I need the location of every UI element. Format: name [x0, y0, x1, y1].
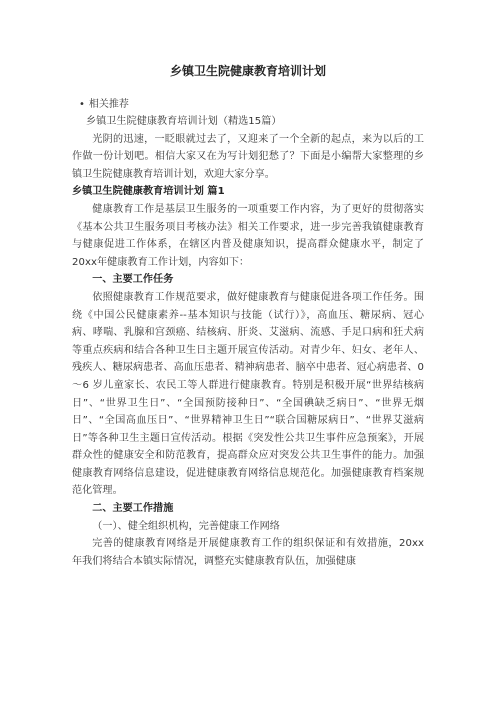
page-title: 乡镇卫生院健康教育培训计划	[169, 64, 326, 78]
heading-main-measures: 二、主要工作措施	[92, 503, 174, 515]
document-body	[72, 113, 424, 570]
paragraph-3: 完善的健康教育网络是开展健康教育工作的组织保证和有效措施，20xx 年我们将结合本镇实际情况，调整充实健康教育队伍，加强健康	[72, 538, 424, 567]
related-label[interactable]: 相关推荐	[88, 99, 129, 110]
subheading-organization: （一）、健全组织机构，完善健康工作网络	[92, 520, 280, 532]
bullet-icon: •	[79, 99, 85, 110]
document-subtitle[interactable]: 乡镇卫生院健康教育培训计划（精选15篇）	[86, 116, 282, 127]
intro-paragraph: 光阴的迅速，一眨眼就过去了，又迎来了一个全新的起点，来为以后的工作做一份计划吧。相信大家又在为写计划犯愁了？下面是小编帮大家整理的乡镇卫生院健康教育培训计划，欢迎大家分享。	[72, 133, 424, 180]
section-title: 乡镇卫生院健康教育培训计划 篇1	[72, 186, 225, 198]
paragraph-2: 依照健康教育工作规范要求，做好健康教育与健康促进各项工作任务。围绕《中国公民健康素养--基本知识与技能（试行）》，高血压、糖尿病、冠心病、哮喘、乳腺和宫颈癌、结核病、肝炎、艾滋病、流感、手足口病和狂犬病等重点疾病和结合各种卫生日主题开展宣传活动。对青少年、妇女、老年人、残疾人、糖尿病患者、高血压患者、精神病患者、脑卒中患者、冠心病患者、0～6 岁儿童家长、农民工等人群进行健康教育。特别是积极开展“世界结核病日”、“世界卫生日”、“全国预防接种日”、“全国碘缺乏病日”、“世界无烟日”、“全国高血压日”、“世界精神卫生日”“联合国糖尿病日”、“世界艾滋病日”等各种卫生主题日宣传活动。根据《突发性公共卫生事件应急预案》，开展群众性的健康安全和防范教育，提高群众应对突发公共卫生事件的能力。加强健康教育网络信息建设，促进健康教育网络信息规范化。加强健康教育档案规范化管理。	[72, 291, 424, 497]
paragraph-1: 健康教育工作是基层卫生服务的一项重要工作内容，为了更好的贯彻落实《基本公共卫生服务项目考核办法》相关工作要求，进一步完善我镇健康教育与健康促进工作体系，在辖区内普及健康知识，提高群众健康水平，制定了20xx年健康教育工作计划，内容如下：	[72, 203, 424, 268]
heading-main-tasks: 一、主要工作任务	[92, 274, 174, 286]
related-recommendations[interactable]	[72, 96, 424, 113]
